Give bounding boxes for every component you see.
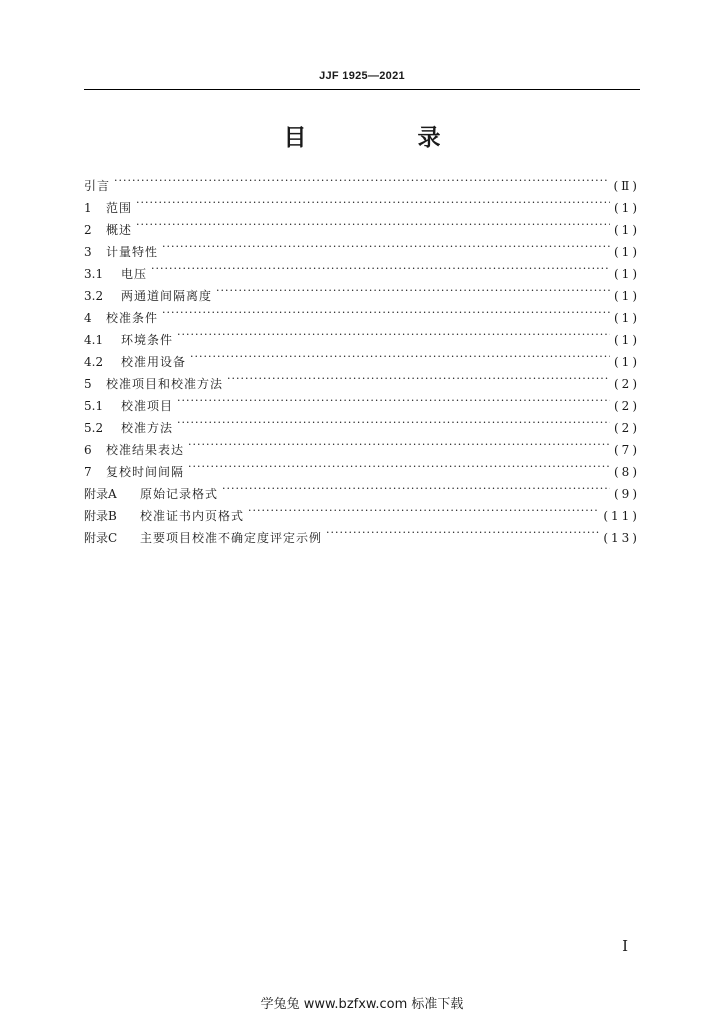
toc-entry-page: (13) bbox=[603, 531, 640, 545]
toc-entry-number: 4 bbox=[84, 311, 92, 325]
toc-entry-number: 4.1 bbox=[84, 333, 104, 347]
toc-entry-page: (2) bbox=[614, 399, 640, 413]
toc-entry-4-1[interactable] bbox=[84, 322, 640, 347]
toc-entry-number: 3.2 bbox=[84, 289, 104, 303]
toc-leader-dots bbox=[177, 410, 610, 432]
toc-entry-3[interactable] bbox=[84, 234, 640, 259]
header-divider bbox=[84, 89, 640, 90]
watermark-text: 学兔兔 www.bzfxw.com 标准下载 bbox=[260, 997, 464, 1012]
toc-entry-page: (1) bbox=[614, 311, 640, 325]
toc-entry-title: 主要项目校准不确定度评定示例 bbox=[140, 531, 323, 545]
toc-entry-number: 4.2 bbox=[84, 355, 104, 369]
toc-entry-1[interactable] bbox=[84, 190, 640, 215]
toc-entry-page: (1) bbox=[614, 201, 640, 215]
toc-entry-3-2[interactable] bbox=[84, 278, 640, 303]
toc-entry-title: 电压 bbox=[121, 267, 148, 281]
toc-entry-2[interactable] bbox=[84, 212, 640, 237]
toc-entry-number: 附录A bbox=[84, 487, 117, 501]
toc-entry-page: (1) bbox=[614, 245, 640, 259]
toc-entry-page: (7) bbox=[614, 443, 640, 457]
page-number: I bbox=[622, 937, 628, 955]
toc-leader-dots bbox=[222, 476, 610, 498]
toc-leader-dots bbox=[177, 322, 610, 344]
toc-entry-page: (1) bbox=[614, 223, 640, 237]
page-title: 目 录 bbox=[283, 125, 485, 151]
toc-entry-title: 原始记录格式 bbox=[140, 487, 219, 501]
toc-leader-dots bbox=[326, 520, 599, 542]
toc-entry-number: 3 bbox=[84, 245, 92, 259]
toc-entry-title: 校准结果表达 bbox=[106, 443, 185, 457]
toc-entry-page: (1) bbox=[614, 355, 640, 369]
toc-entry-title: 校准条件 bbox=[106, 311, 159, 325]
toc-leader-dots bbox=[216, 278, 610, 300]
toc-entry-number: 附录B bbox=[84, 509, 117, 523]
toc-entry-page: (9) bbox=[614, 487, 640, 501]
toc-leader-dots bbox=[227, 366, 610, 388]
toc-leader-dots bbox=[162, 234, 610, 256]
toc-entry-number: 5 bbox=[84, 377, 92, 391]
toc-entry-title: 校准方法 bbox=[121, 421, 174, 435]
toc-entry-number: 2 bbox=[84, 223, 92, 237]
toc-entry-number: 3.1 bbox=[84, 267, 104, 281]
toc-entry-4[interactable] bbox=[84, 300, 640, 325]
toc-entry-number: 6 bbox=[84, 443, 92, 457]
toc-entry-number: 5.1 bbox=[84, 399, 104, 413]
toc-leader-dots bbox=[136, 190, 610, 212]
toc-leader-dots bbox=[248, 498, 599, 520]
toc-entry-title: 计量特性 bbox=[106, 245, 159, 259]
toc-entry-3-1[interactable] bbox=[84, 256, 640, 281]
toc-entry-page: (1) bbox=[614, 333, 640, 347]
toc-entry-title: 引言 bbox=[84, 179, 111, 193]
toc-entry-title: 校准证书内页格式 bbox=[140, 509, 245, 523]
toc-entry-title: 概述 bbox=[106, 223, 133, 237]
standard-code-header: JJF 1925—2021 bbox=[319, 70, 405, 82]
toc-entry-page: (2) bbox=[614, 421, 640, 435]
toc-entry-page: (2) bbox=[614, 377, 640, 391]
toc-entry-page: (11) bbox=[603, 509, 640, 523]
toc-entry-title: 复校时间间隔 bbox=[106, 465, 185, 479]
toc-leader-dots bbox=[136, 212, 610, 234]
toc-entry-title: 环境条件 bbox=[121, 333, 174, 347]
toc-leader-dots bbox=[114, 168, 609, 190]
toc-entry-title: 两通道间隔离度 bbox=[121, 289, 213, 303]
toc-leader-dots bbox=[177, 388, 610, 410]
toc-entry-title: 校准用设备 bbox=[121, 355, 187, 369]
toc-entry-number: 5.2 bbox=[84, 421, 104, 435]
toc-entry-intro[interactable] bbox=[84, 168, 640, 193]
toc-leader-dots bbox=[151, 256, 610, 278]
toc-entry-title: 校准项目 bbox=[121, 399, 174, 413]
toc-leader-dots bbox=[188, 432, 610, 454]
toc-entry-page: (8) bbox=[614, 465, 640, 479]
toc-entry-page: (1) bbox=[614, 267, 640, 281]
toc-entry-number: 附录C bbox=[84, 531, 118, 545]
toc-leader-dots bbox=[162, 300, 610, 322]
toc-entry-title: 校准项目和校准方法 bbox=[106, 377, 224, 391]
toc-entry-page: (Ⅱ) bbox=[613, 179, 640, 193]
toc-entry-title: 范围 bbox=[106, 201, 133, 215]
toc-leader-dots bbox=[188, 454, 610, 476]
table-of-contents bbox=[84, 168, 640, 545]
toc-leader-dots bbox=[190, 344, 610, 366]
toc-entry-page: (1) bbox=[614, 289, 640, 303]
toc-entry-number: 7 bbox=[84, 465, 92, 479]
toc-entry-number: 1 bbox=[84, 201, 92, 215]
